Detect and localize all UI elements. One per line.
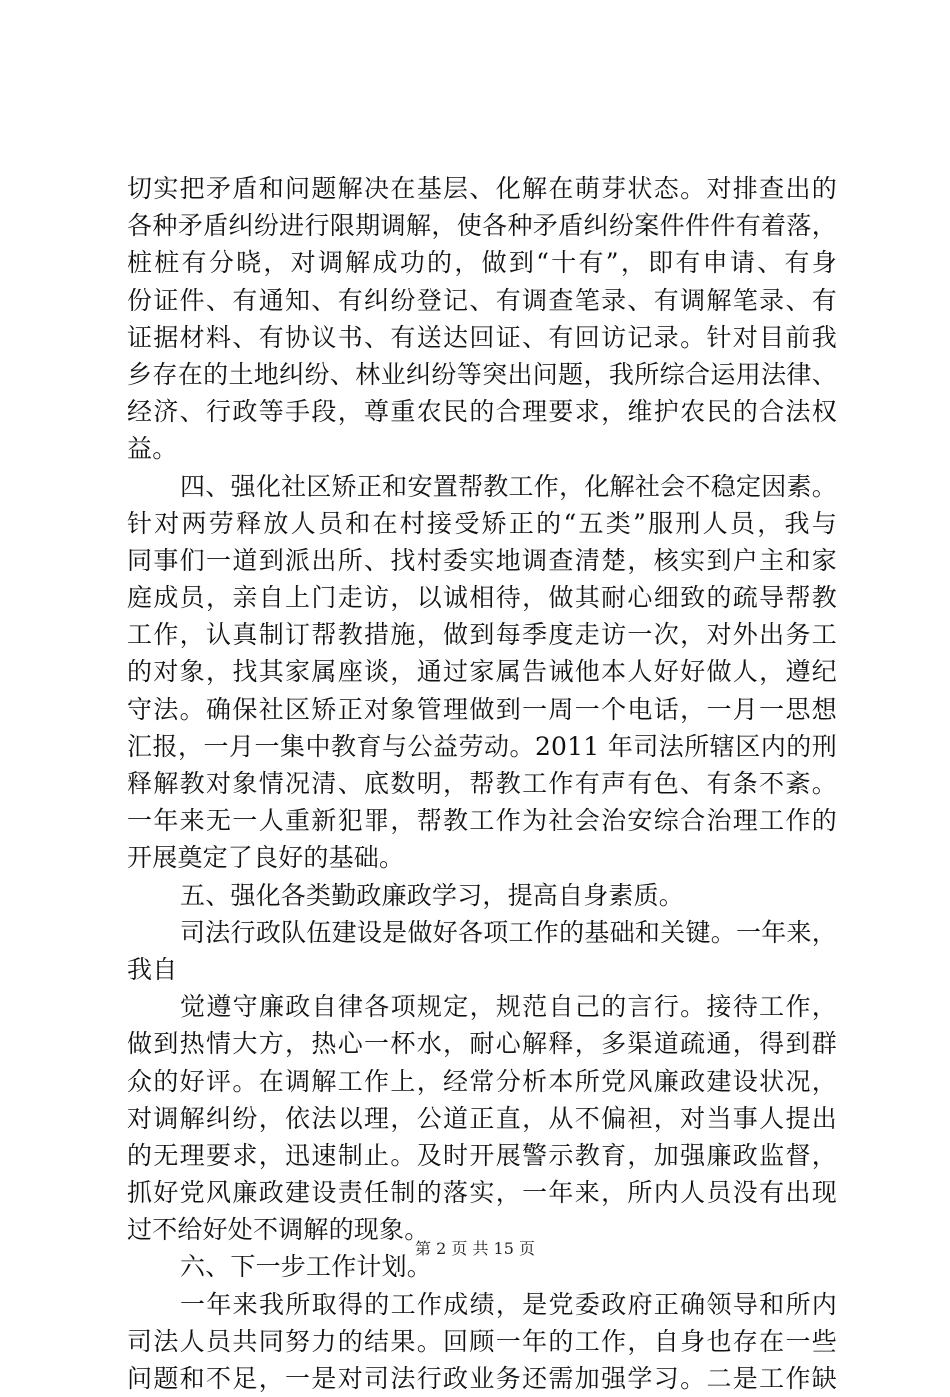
text-line: 庭成员，亲自上门走访，以诚相待，做其耐心细致的疏导帮教 — [127, 583, 837, 613]
text-line: 抓好党风廉政建设责任制的落实，一年来，所内人员没有出现 — [127, 1178, 837, 1208]
text-line: 证据材料、有协议书、有送达回证、有回访记录。针对目前我 — [127, 322, 837, 352]
text-line: 的对象，找其家属座谈，通过家属告诫他本人好好做人，遵纪 — [127, 657, 837, 687]
page-number-footer: 第 2 页 共 15 页 — [415, 1239, 535, 1258]
text-line: 的无理要求，迅速制止。及时开展警示教育，加强廉政监督， — [127, 1140, 837, 1170]
text-line: 份证件、有通知、有纠纷登记、有调查笔录、有调解笔录、有 — [127, 285, 837, 315]
text-line: 对调解纠纷，依法以理，公道正直，从不偏袒，对当事人提出 — [127, 1103, 837, 1133]
text-line: 释解教对象情况清、底数明，帮教工作有声有色、有条不紊。 — [127, 769, 837, 798]
text-line: 乡存在的土地纠纷、林业纠纷等突出问题，我所综合运用法律、 — [127, 359, 837, 389]
text-line: 开展奠定了良好的基础。 — [127, 843, 405, 873]
section-heading: 六、下一步工作计划。 — [180, 1252, 433, 1282]
text-line: 各种矛盾纠纷进行限期调解，使各种矛盾纠纷案件件件有着落， — [127, 211, 837, 241]
text-line: 切实把矛盾和问题解决在基层、化解在萌芽状态。对排查出的 — [127, 174, 837, 203]
text-line: 桩桩有分晓，对调解成功的，做到“十有”，即有申请、有身 — [127, 248, 837, 278]
text-line: 工作，认真制订帮教措施，做到每季度走访一次，对外出务工 — [127, 620, 837, 650]
text-line: 经济、行政等手段，尊重农民的合理要求，维护农民的合法权 — [127, 397, 837, 427]
text-line: 过不给好处不调解的现象。 — [127, 1215, 430, 1245]
text-line: 益。 — [127, 434, 178, 464]
text-line: 守法。确保社区矫正对象管理做到一周一个电话，一月一思想 — [127, 694, 837, 724]
text-line: 司法行政队伍建设是做好各项工作的基础和关键。一年来， — [180, 917, 837, 947]
text-line: 觉遵守廉政自律各项规定，规范自己的言行。接待工作， — [180, 992, 837, 1022]
text-line: 众的好评。在调解工作上，经常分析本所党风廉政建设状况， — [127, 1066, 837, 1096]
text-line: 做到热情大方，热心一杯水，耐心解释，多渠道疏通，得到群 — [127, 1029, 837, 1059]
section-heading: 四、强化社区矫正和安置帮教工作，化解社会不稳定因素。 — [180, 471, 837, 501]
text-line: 问题和不足，一是对司法行政业务还需加强学习。二是工作缺 — [127, 1364, 837, 1393]
text-line: 司法人员共同努力的结果。回顾一年的工作，自身也存在一些 — [127, 1326, 837, 1356]
body-text — [127, 170, 837, 1397]
text-line: 同事们一道到派出所、找村委实地调查清楚，核实到户主和家 — [127, 545, 837, 575]
text-line: 汇报，一月一集中教育与公益劳动。2011 年司法所辖区内的刑 — [127, 731, 837, 761]
text-line: 我自 — [127, 954, 178, 984]
text-line: 一年来我所取得的工作成绩，是党委政府正确领导和所内 — [180, 1289, 837, 1319]
text-line: 一年来无一人重新犯罪，帮教工作为社会治安综合治理工作的 — [127, 806, 837, 836]
section-heading: 五、强化各类勤政廉政学习，提高自身素质。 — [180, 880, 685, 910]
text-line: 针对两劳释放人员和在村接受矫正的“五类”服刑人员，我与 — [127, 508, 837, 538]
